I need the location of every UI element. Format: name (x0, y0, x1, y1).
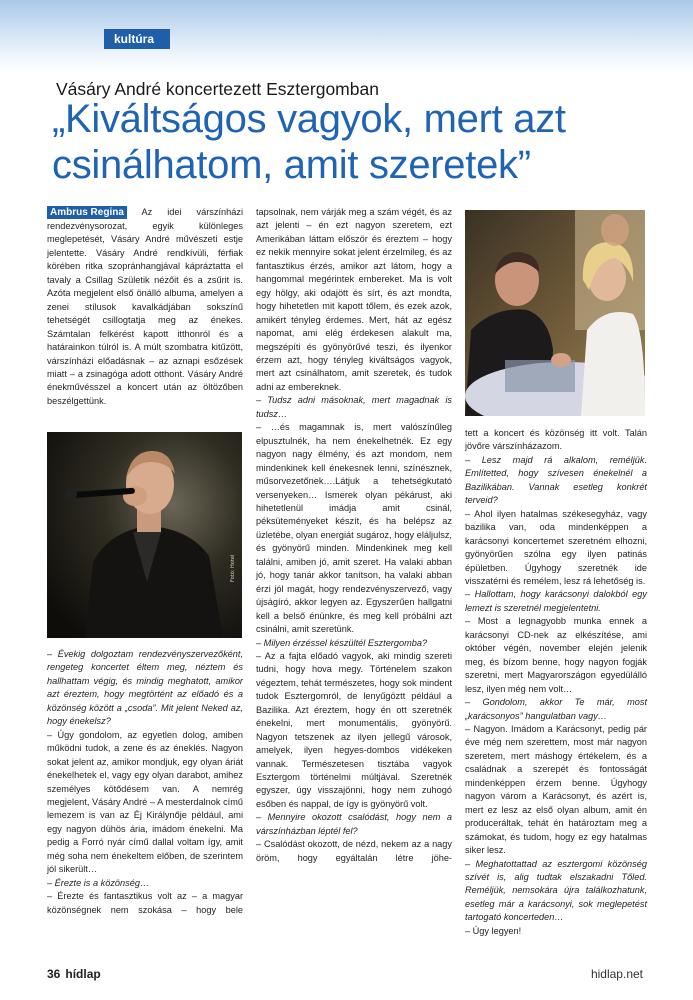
page-number: 36 (47, 967, 61, 981)
article-column-1-lower (47, 648, 243, 917)
article-column-1 (47, 206, 243, 408)
article-headline (52, 96, 652, 188)
interview-question: – Milyen érzéssel készültél Esztergomba? (256, 637, 428, 648)
article-paragraph: – Csalódást okozott, de nézd, nekem az a nagy öröm, hogy egyáltalán létre jöhe- (256, 839, 452, 863)
singer-photo (47, 432, 242, 638)
article-column-3 (465, 427, 647, 938)
article-paragraph: – Ahol ilyen hatalmas székesegyház, vagy bazilika van, oda mindenképpen a karácsonyi koncertemet szeretném elhozni, gyönyörűen szólna egy ilyen patinás épületben. Úgyhogy szeretnék ide visszatérni és remélem, lesz rá lehetőség is. (465, 508, 647, 586)
autograph-photo (465, 210, 645, 416)
article-paragraph: – …és magamnak is, mert valószínűleg elpusztulnék, ha nem énekelhetnék. Ez egy nagyon nagy élmény, és azt mondom, nem mindenkinek kell énekesnek lenni, színésznek, műsorvezetőnek….Látjuk a tehetségkutató versenyeken… Ismerek olyan pékárust, aki hihetetlenül imádja amit csinál, péksüteményeket készít, és ha belépsz az üzletébe, olyan energiát sugároz, hogy eláljulsz, és gyönyörű minden. Mindenkinek meg kell találni, amiben jó, amit szeret. Ha valaki abban jó, hogy tanár akkor tanítson, ha valaki abban érzi jól magát, hogy rendezvényszervező, vagy újságíró, akkor legyen az. Egyszerűen hallgatni kell a belső énünkre, és meg kell próbálni azt csinálni, amit szeretünk. (256, 422, 452, 635)
footer-left (47, 967, 101, 981)
byline: Ambrus Regina (47, 206, 127, 219)
interview-question: – Meghatottattad az esztergomi közönség szívét is, alig tudtak elszakadni Tőled. Reméljük, nemsokára újra találkozhatunk, esetleg már a karácsonyi, sok meglepetést tartogató koncerteden… (465, 858, 647, 923)
interview-question: – Tudsz adni másoknak, mert magadnak is tudsz… (256, 395, 452, 419)
headline-line-2: csinálhatom, amit szeretek” (52, 143, 531, 187)
footer-site: hidlap.net (590, 967, 643, 981)
article-paragraph: – Az a fajta előadó vagyok, aki mindig szereti tudni, hogy hova megy. Történelem szakon végeztem, tehát természetes, hogy sok mindent tudok Esztergomról, de lenyűgöztt például a Bazilika. Azt éreztem, hogy én ott szeretnék énekelni, mert monumentális, gyönyörű. Nagyon tetszenek az ilyen jellegű városok, amelyek, ilyen hegyes-dombos vidékeken vannak. Természetesen tisztába vagyok Esztergom történelmi múltjával. Szeretnék egyszer, úgy visszajönni, hogy nem zuhogó esőben és nappal, de így is gyönyörű volt. (256, 650, 452, 809)
article-paragraph: – Úgy gondolom, az egyetlen dolog, amiben működni tudok, a zene és az éneklés. Nagyon sokat jelent az, amikor mondjuk, egy olyan áriát énekelhetek el, vagy egy olyan darabot, amihez személyes kötődésem van. A nemrég megjelent, Vásáry André – A mesterdalnok című lemezem is van az Éj Királynője például, ami egy nagyon dühös ária, imádom énekelni. Ma pedig a Forró nyár című dallal voltam így, amit még soha nem énekeltem előben, de szerintem jól sikerült… (47, 729, 243, 875)
article-paragraph: – Érezte és fantasztikus volt az – a magyar közönségnek nem szokása – hogy bele (47, 891, 243, 915)
magazine-name: hídlap (65, 967, 101, 981)
interview-question: – Mennyire okozott csalódást, hogy nem a várszínházban léptél fel? (256, 812, 452, 836)
article-paragraph: Az idei várszínházi rendezvénysorozat, egyik különleges meglepetését, Vásáry André művészeti estje jelentette. Vásáry André rendkívüli, férfiak körében ritka szopránhangjával kápráztatta el tavaly a Csillag Születik nézőit és a zsűrit is. Azóta megjelent első önálló albuma, amelyen a zenei stílusok kavalkádjában sokszínű tehetségét csillogtatja meg az énekes. Számtalan felkérést kapott itthonról és a határainkon túlról is. A múlt szombatra kitűzött, várszínházi előadásnak – az aznapi esőzések miatt – a zsinagóga adott otthont. Vásáry André énekművésszel a koncert után az öltözőben beszélgettünk. (47, 207, 243, 406)
photo-credit: Fotó: Hotel (230, 554, 236, 582)
article-paragraph: – Most a legnagyobb munka ennek a karácsonyi CD-nek az elkészítése, ami október végén, november elején jelenik meg, és bízom benne, hogy nagyon fogják szeretni, mert Magyarországon egyedülálló lesz, ilyen még nem volt… (465, 616, 647, 694)
article-paragraph: – Nagyon. Imádom a Karácsonyt, pedig pár éve még nem szerettem, most már nagyon szeretem, mert máshogy értékelem, és a családnak a szerepét és fontosságát mindenképpen érzem benne. Úgyhogy nagyon várom a Karácsonyt, és azért is, mert ez lesz az első olyan album, amit én produceráltak, tehát én határoztam meg a számokat, és tudom, hogy ez egy hatalmas siker lesz. (465, 723, 647, 856)
interview-question: – Érezte is a közönség… (47, 877, 150, 888)
section-tag: kultúra (104, 29, 170, 49)
interview-question: – Évekig dolgoztam rendezvényszervezőként, rengeteg koncertet éltem meg, néztem és hallhattam végig, és mindig meghatott, amikor azt éreztem, hogy megtörtént az előadó és a közönség között a „csoda”. Mit jelent Neked az, hogy énekelsz? (47, 649, 243, 727)
article-column-2 (256, 206, 452, 865)
article-kicker: Vásáry André koncertezett Esztergomban (56, 79, 379, 99)
headline-line-1: „Kiváltságos vagyok, mert azt (52, 97, 566, 141)
interview-question: – Gondolom, akkor Te már, most „karácsonyos” hangulatban vagy… (465, 697, 647, 721)
interview-question: – Hallottam, hogy karácsonyi dalokból egy lemezt is szeretnél megjelentetni. (465, 589, 647, 613)
article-paragraph: – Úgy legyen! (465, 925, 522, 936)
interview-question: – Lesz majd rá alkalom, reméljük. Említetted, hogy szívesen énekelnél a Bazilikában. Vannak esetleg konkrét terveid? (465, 454, 647, 506)
article-paragraph: tapsolnak, nem várják meg a szám végét, és az azt jelenti – én ezt nagyon szeretem, ezt Amerikában láttam először és éreztem – hogy ez nekik mennyire sokat jelent érzelmileg, és az fantasztikus érzés, amikor azt látom, hogy a hangommal megérintek embereket. Ma is volt egy hölgy, aki odajött és sírt, és azt mondta, hogy hihetetlen mit kapott tőlem, és ezek azok, amikért tényleg érdemes. Mert, hát az egész napomat, ami elég érdekesen alakult ma, megszépíti és gyönyörűvé teszi, és ilyenkor érzem azt, hogy tényleg kiváltságos vagyok, mert azt csinálhatom, amit szeretek, és tudok adni az embereknek. (256, 207, 452, 392)
article-paragraph: tett a koncert és közönség itt volt. Talán jövőre várszínházazom. (465, 428, 647, 452)
